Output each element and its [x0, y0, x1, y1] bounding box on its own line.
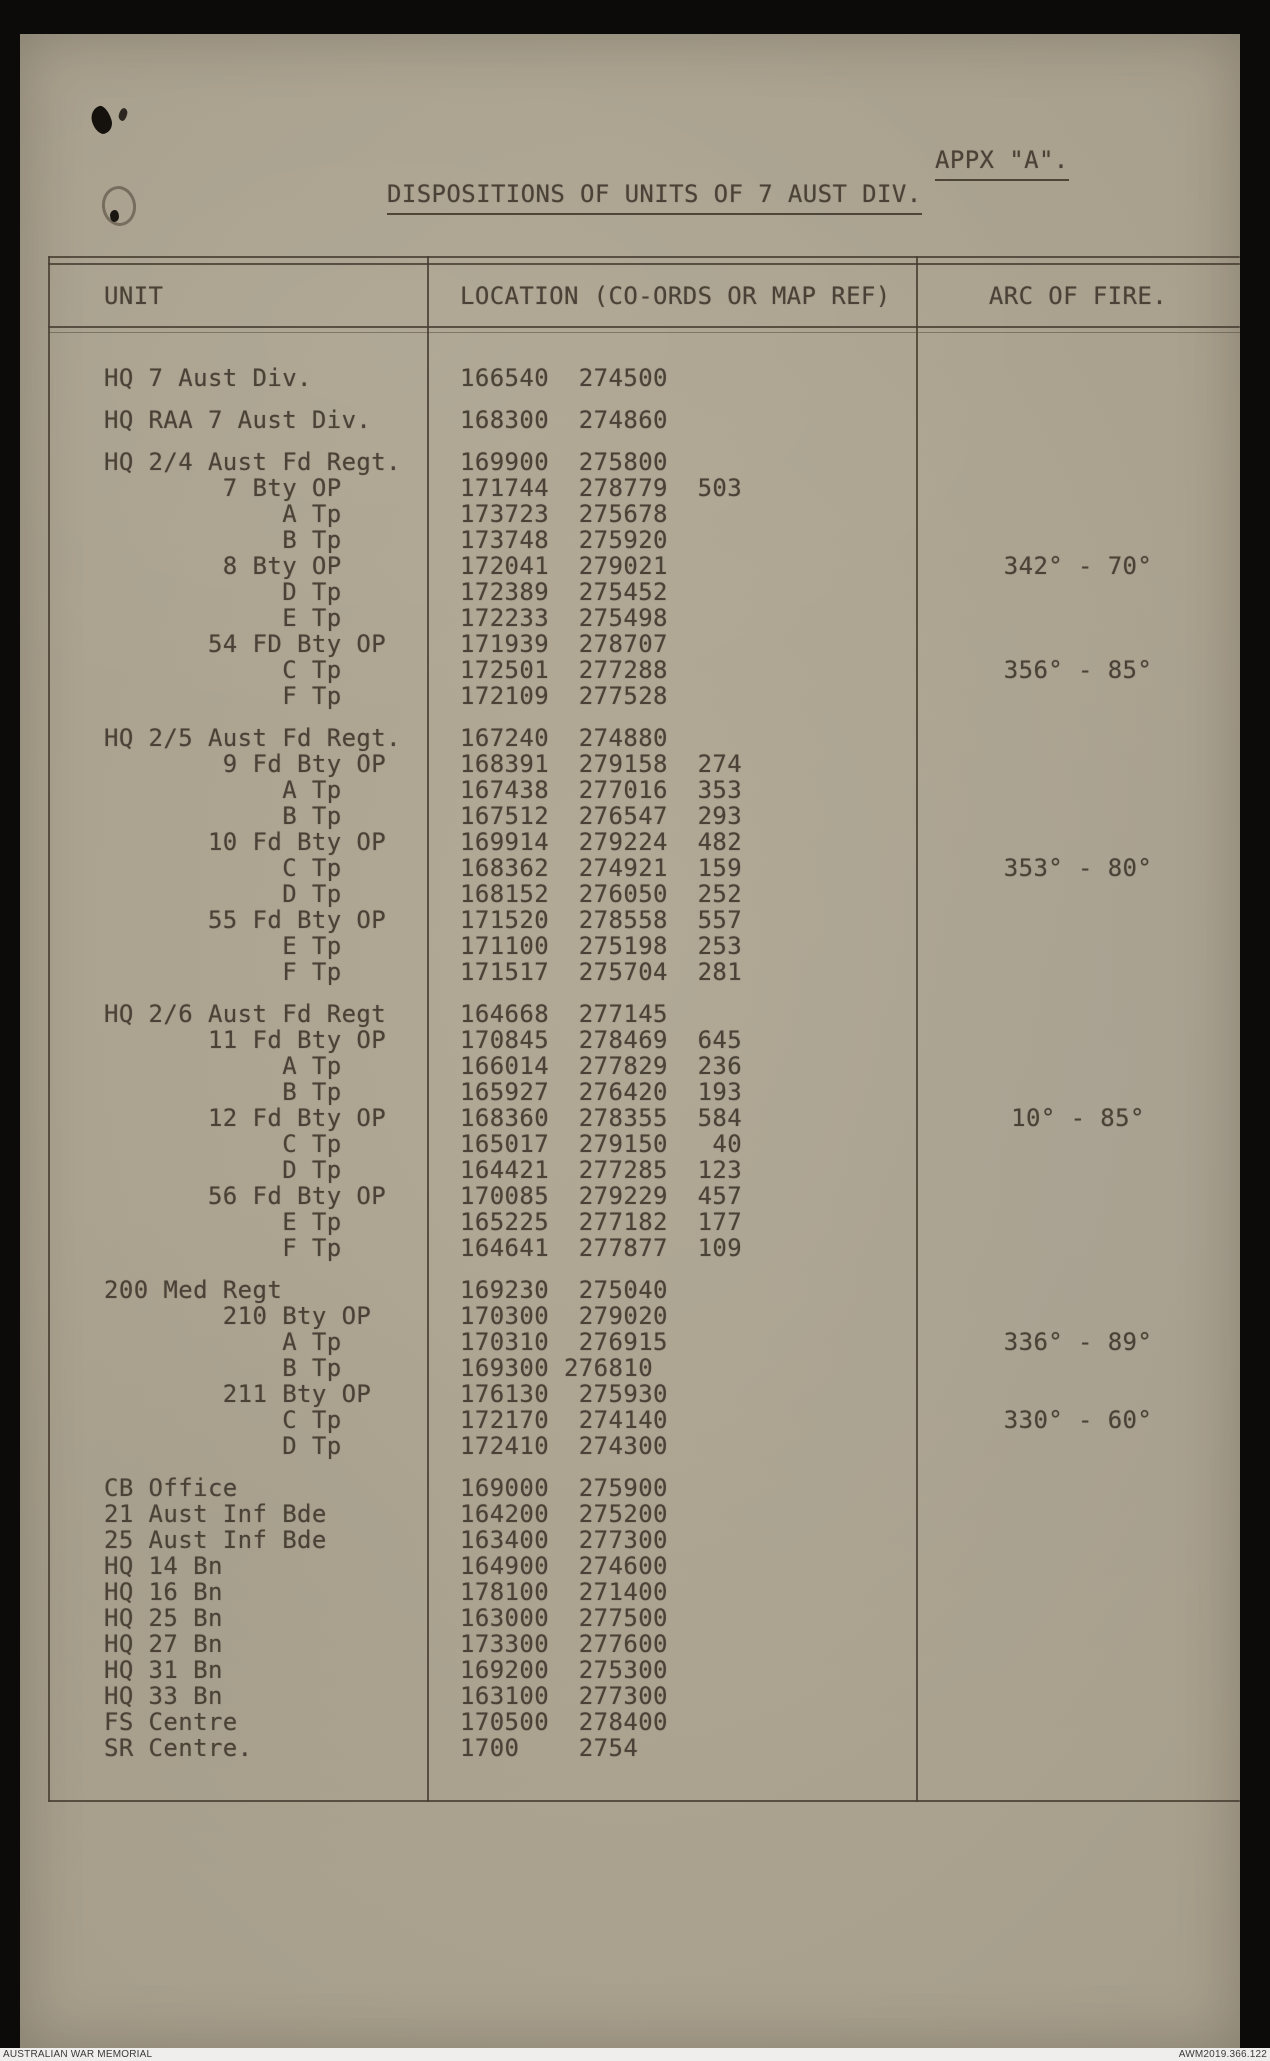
table-row: [20, 579, 1240, 605]
location-coords: 164668 277145: [460, 1000, 668, 1028]
table-row: [20, 1183, 1240, 1209]
paper-sheet: [20, 34, 1240, 2048]
location-coords: 163100 277300: [460, 1682, 668, 1710]
location-coords: 165017 279150 40: [460, 1130, 743, 1158]
location-coords: 171520 278558 557: [460, 906, 743, 934]
location-coords: 168152 276050 252: [460, 880, 743, 908]
unit-name: 210 Bty OP: [104, 1302, 372, 1330]
table-row: [20, 1277, 1240, 1303]
table-row: [20, 803, 1240, 829]
unit-name: C Tp: [104, 1130, 342, 1158]
column-header-location: LOCATION (CO-ORDS OR MAP REF): [460, 282, 891, 310]
table-row: [20, 631, 1240, 657]
location-coords: 163000 277500: [460, 1604, 668, 1632]
table-row: [20, 959, 1240, 985]
table-rows: [20, 365, 1240, 1761]
location-coords: 172501 277288: [460, 656, 668, 684]
location-coords: 170845 278469 645: [460, 1026, 743, 1054]
location-coords: 1700 2754: [460, 1734, 639, 1762]
location-coords: 169914 279224 482: [460, 828, 743, 856]
unit-name: HQ 2/4 Aust Fd Regt.: [104, 448, 401, 476]
table-row: [20, 527, 1240, 553]
unit-name: B Tp: [104, 1078, 342, 1106]
table-row: [20, 1329, 1240, 1355]
unit-group: [20, 1277, 1240, 1459]
unit-group: [20, 1001, 1240, 1261]
table-row: [20, 933, 1240, 959]
unit-name: HQ 7 Aust Div.: [104, 364, 312, 392]
table-row: [20, 1527, 1240, 1553]
location-coords: 169300 276810: [460, 1354, 654, 1382]
unit-name: B Tp: [104, 526, 342, 554]
location-coords: 171517 275704 281: [460, 958, 743, 986]
table-row: [20, 907, 1240, 933]
table-bottom-rule: [48, 1800, 1240, 1802]
unit-name: D Tp: [104, 578, 342, 606]
table-row: [20, 1209, 1240, 1235]
unit-name: A Tp: [104, 1052, 342, 1080]
archive-source-label: AUSTRALIAN WAR MEMORIAL: [3, 2049, 153, 2060]
location-coords: 176130 275930: [460, 1380, 668, 1408]
location-coords: 167240 274880: [460, 724, 668, 752]
location-coords: 168391 279158 274: [460, 750, 743, 778]
location-coords: 173748 275920: [460, 526, 668, 554]
unit-name: D Tp: [104, 880, 342, 908]
unit-name: B Tp: [104, 802, 342, 830]
column-header-arc-of-fire: ARC OF FIRE.: [988, 282, 1168, 310]
location-coords: 164641 277877 109: [460, 1234, 743, 1262]
table-row: [20, 1381, 1240, 1407]
table-row: [20, 605, 1240, 631]
table-row: [20, 1553, 1240, 1579]
unit-name: D Tp: [104, 1432, 342, 1460]
unit-name: 25 Aust Inf Bde: [104, 1526, 327, 1554]
arc-of-fire-value: 336° - 89°: [1003, 1328, 1153, 1356]
unit-name: E Tp: [104, 932, 342, 960]
header-bottom-rule-1: [48, 326, 1240, 328]
unit-name: 55 Fd Bty OP: [104, 906, 387, 934]
table-row: [20, 1475, 1240, 1501]
unit-name: HQ RAA 7 Aust Div.: [104, 406, 372, 434]
paper-damage-dot: [110, 210, 119, 222]
location-coords: 172389 275452: [460, 578, 668, 606]
location-coords: 169000 275900: [460, 1474, 668, 1502]
table-row: [20, 501, 1240, 527]
unit-name: A Tp: [104, 500, 342, 528]
paper-damage-blob: [88, 104, 115, 137]
unit-name: E Tp: [104, 1208, 342, 1236]
location-coords: 173723 275678: [460, 500, 668, 528]
unit-name: 21 Aust Inf Bde: [104, 1500, 327, 1528]
table-top-rule-2: [48, 263, 1240, 265]
unit-name: 12 Fd Bty OP: [104, 1104, 387, 1132]
unit-name: HQ 2/5 Aust Fd Regt.: [104, 724, 401, 752]
unit-name: HQ 31 Bn: [104, 1656, 223, 1684]
table-row: [20, 725, 1240, 751]
unit-name: A Tp: [104, 776, 342, 804]
appendix-label: APPX "A".: [935, 146, 1069, 181]
unit-name: 7 Bty OP: [104, 474, 342, 502]
location-coords: 165225 277182 177: [460, 1208, 743, 1236]
unit-name: 56 Fd Bty OP: [104, 1182, 387, 1210]
unit-name: SR Centre.: [104, 1734, 253, 1762]
location-coords: 165927 276420 193: [460, 1078, 743, 1106]
location-coords: 172410 274300: [460, 1432, 668, 1460]
location-coords: 178100 271400: [460, 1578, 668, 1606]
table-row: [20, 1053, 1240, 1079]
location-coords: 169200 275300: [460, 1656, 668, 1684]
unit-name: B Tp: [104, 1354, 342, 1382]
location-coords: 164200 275200: [460, 1500, 668, 1528]
unit-name: 9 Fd Bty OP: [104, 750, 387, 778]
paper-damage-ring: [99, 184, 138, 228]
table-row: [20, 751, 1240, 777]
location-coords: 164421 277285 123: [460, 1156, 743, 1184]
location-coords: 168362 274921 159: [460, 854, 743, 882]
arc-of-fire-value: 10° - 85°: [1011, 1104, 1145, 1132]
table-row: [20, 881, 1240, 907]
unit-name: 8 Bty OP: [104, 552, 342, 580]
column-header-unit: UNIT: [104, 282, 164, 310]
unit-name: 211 Bty OP: [104, 1380, 372, 1408]
unit-name: C Tp: [104, 854, 342, 882]
location-coords: 172109 277528: [460, 682, 668, 710]
location-coords: 168360 278355 584: [460, 1104, 743, 1132]
location-coords: 172233 275498: [460, 604, 668, 632]
unit-name: HQ 27 Bn: [104, 1630, 223, 1658]
page-title: DISPOSITIONS OF UNITS OF 7 AUST DIV.: [387, 180, 922, 215]
location-coords: 171100 275198 253: [460, 932, 743, 960]
location-coords: 170310 276915: [460, 1328, 668, 1356]
unit-name: 200 Med Regt: [104, 1276, 283, 1304]
unit-name: HQ 16 Bn: [104, 1578, 223, 1606]
table-row: [20, 1105, 1240, 1131]
table-row: [20, 1709, 1240, 1735]
table-row: [20, 553, 1240, 579]
table-row: [20, 1001, 1240, 1027]
table-row: [20, 1683, 1240, 1709]
unit-group: [20, 449, 1240, 709]
location-coords: 170300 279020: [460, 1302, 668, 1330]
unit-name: FS Centre: [104, 1708, 238, 1736]
unit-name: CB Office: [104, 1474, 238, 1502]
unit-name: F Tp: [104, 1234, 342, 1262]
paper-damage-speck: [118, 107, 129, 121]
location-coords: 170500 278400: [460, 1708, 668, 1736]
table-row: [20, 1735, 1240, 1761]
location-coords: 167512 276547 293: [460, 802, 743, 830]
table-row: [20, 1355, 1240, 1381]
archive-footer-bar: [0, 2048, 1270, 2061]
table-row: [20, 683, 1240, 709]
location-coords: 172041 279021: [460, 552, 668, 580]
unit-name: HQ 2/6 Aust Fd Regt: [104, 1000, 387, 1028]
table-row: [20, 1235, 1240, 1261]
arc-of-fire-value: 353° - 80°: [1003, 854, 1153, 882]
table-row: [20, 365, 1240, 391]
unit-group: [20, 725, 1240, 985]
location-coords: 172170 274140: [460, 1406, 668, 1434]
table-top-rule-1: [48, 256, 1240, 258]
table-row: [20, 829, 1240, 855]
table-row: [20, 475, 1240, 501]
location-coords: 171744 278779 503: [460, 474, 743, 502]
table-row: [20, 1433, 1240, 1459]
unit-name: A Tp: [104, 1328, 342, 1356]
location-coords: 173300 277600: [460, 1630, 668, 1658]
table-row: [20, 1631, 1240, 1657]
location-coords: 168300 274860: [460, 406, 668, 434]
location-coords: 163400 277300: [460, 1526, 668, 1554]
table-row: [20, 1131, 1240, 1157]
header-bottom-rule-2: [48, 332, 1240, 333]
location-coords: 170085 279229 457: [460, 1182, 743, 1210]
location-coords: 169230 275040: [460, 1276, 668, 1304]
location-coords: 166014 277829 236: [460, 1052, 743, 1080]
unit-name: HQ 25 Bn: [104, 1604, 223, 1632]
unit-name: F Tp: [104, 958, 342, 986]
table-row: [20, 1079, 1240, 1105]
location-coords: 164900 274600: [460, 1552, 668, 1580]
table-row: [20, 1027, 1240, 1053]
unit-group: [20, 1475, 1240, 1761]
table-row: [20, 1579, 1240, 1605]
unit-group: [20, 365, 1240, 391]
table-row: [20, 407, 1240, 433]
table-row: [20, 449, 1240, 475]
unit-name: E Tp: [104, 604, 342, 632]
unit-name: F Tp: [104, 682, 342, 710]
table-row: [20, 855, 1240, 881]
table-row: [20, 1303, 1240, 1329]
arc-of-fire-value: 330° - 60°: [1003, 1406, 1153, 1434]
unit-name: 54 FD Bty OP: [104, 630, 387, 658]
table-row: [20, 1407, 1240, 1433]
unit-name: D Tp: [104, 1156, 342, 1184]
location-coords: 171939 278707: [460, 630, 668, 658]
table-row: [20, 1657, 1240, 1683]
location-coords: 166540 274500: [460, 364, 668, 392]
table-row: [20, 1605, 1240, 1631]
location-coords: 167438 277016 353: [460, 776, 743, 804]
unit-name: HQ 14 Bn: [104, 1552, 223, 1580]
table-row: [20, 1157, 1240, 1183]
unit-group: [20, 407, 1240, 433]
unit-name: HQ 33 Bn: [104, 1682, 223, 1710]
arc-of-fire-value: 356° - 85°: [1003, 656, 1153, 684]
unit-name: C Tp: [104, 1406, 342, 1434]
table-row: [20, 777, 1240, 803]
table-row: [20, 657, 1240, 683]
unit-name: 11 Fd Bty OP: [104, 1026, 387, 1054]
table-row: [20, 1501, 1240, 1527]
archive-accession-number: AWM2019.366.122: [1178, 2049, 1267, 2060]
unit-name: 10 Fd Bty OP: [104, 828, 387, 856]
arc-of-fire-value: 342° - 70°: [1003, 552, 1153, 580]
location-coords: 169900 275800: [460, 448, 668, 476]
unit-name: C Tp: [104, 656, 342, 684]
